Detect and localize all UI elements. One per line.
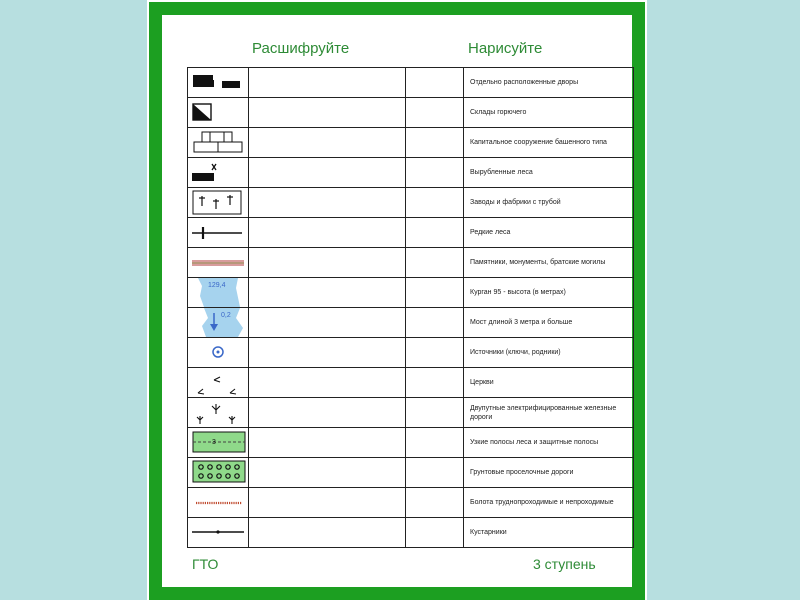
symbol-cell [188, 308, 249, 338]
worksheet-frame [149, 2, 645, 600]
symbol-cell [188, 518, 249, 548]
drawing-cell[interactable] [406, 218, 464, 248]
svg-text:129,4: 129,4 [208, 282, 226, 289]
factory-chimney-icon [188, 188, 248, 217]
drawing-cell[interactable] [406, 98, 464, 128]
table-row [188, 458, 634, 488]
table-row [188, 518, 634, 548]
answer-cell[interactable] [249, 338, 406, 368]
drawing-cell[interactable] [406, 488, 464, 518]
description-cell: Отдельно расположенные дворы [464, 68, 634, 98]
answer-cell[interactable] [249, 128, 406, 158]
worksheet-body [175, 28, 619, 587]
description-cell: Болота труднопроходимые и непроходимые [464, 488, 634, 518]
answer-cell[interactable] [249, 188, 406, 218]
drawing-cell[interactable] [406, 158, 464, 188]
orchard-icon [188, 458, 248, 487]
table-row [188, 218, 634, 248]
table-row [188, 98, 634, 128]
answer-cell[interactable] [249, 458, 406, 488]
tower-structure-icon [188, 128, 248, 157]
drawing-cell[interactable] [406, 248, 464, 278]
symbol-cell [188, 428, 249, 458]
description-cell: Склады горючего [464, 98, 634, 128]
symbol-cell [188, 218, 249, 248]
table-row [188, 308, 634, 338]
description-cell: Узкие полосы леса и защитные полосы [464, 428, 634, 458]
column-heading-draw: Нарисуйте [468, 40, 543, 57]
answer-cell[interactable] [249, 488, 406, 518]
description-cell: Двупутные электрифицированные железные дороги [464, 398, 634, 428]
separate-yards-icon [188, 68, 248, 97]
footer-level: 3 ступень [533, 556, 596, 572]
symbol-cell [188, 68, 249, 98]
symbol-cell [188, 278, 249, 308]
answer-cell[interactable] [249, 518, 406, 548]
drawing-cell[interactable] [406, 368, 464, 398]
symbol-cell [188, 128, 249, 158]
answer-cell[interactable] [249, 218, 406, 248]
shrubs-symbol-icon [188, 398, 248, 427]
answer-cell[interactable] [249, 398, 406, 428]
symbol-cell [188, 488, 249, 518]
table-row [188, 368, 634, 398]
drawing-cell[interactable] [406, 398, 464, 428]
drawing-cell[interactable] [406, 188, 464, 218]
table-row [188, 68, 634, 98]
description-cell: Кустарники [464, 518, 634, 548]
symbol-cell [188, 458, 249, 488]
answer-cell[interactable] [249, 248, 406, 278]
drawing-cell[interactable] [406, 278, 464, 308]
table-row [188, 248, 634, 278]
drawing-cell[interactable] [406, 458, 464, 488]
drawing-cell[interactable] [406, 518, 464, 548]
answer-cell[interactable] [249, 428, 406, 458]
drawing-cell[interactable] [406, 128, 464, 158]
drawing-cell[interactable] [406, 68, 464, 98]
symbol-cell [188, 398, 249, 428]
answer-cell[interactable] [249, 308, 406, 338]
power-line-icon [188, 518, 248, 547]
description-cell: Капитальное сооружение башенного типа [464, 128, 634, 158]
water-depth-icon [188, 278, 248, 307]
symbol-cell [188, 368, 249, 398]
table-row [188, 428, 634, 458]
description-cell: Памятники, монументы, братские могилы [464, 248, 634, 278]
monuments-icon [188, 248, 248, 277]
description-cell: Заводы и фабрики с трубой [464, 188, 634, 218]
answer-cell[interactable] [249, 278, 406, 308]
dashed-boundary-icon [188, 488, 248, 517]
forest-strip-icon [188, 428, 248, 457]
answer-cell[interactable] [249, 158, 406, 188]
symbol-cell [188, 248, 249, 278]
table-row [188, 158, 634, 188]
fuel-depot-icon [188, 98, 248, 127]
drawing-cell[interactable] [406, 338, 464, 368]
symbol-cell [188, 98, 249, 128]
table-row [188, 188, 634, 218]
symbols-table [187, 67, 634, 548]
svg-text:0,2: 0,2 [221, 312, 231, 319]
table-row [188, 278, 634, 308]
drawing-cell[interactable] [406, 428, 464, 458]
footer-gto: ГТО [192, 556, 219, 572]
answer-cell[interactable] [249, 68, 406, 98]
sparse-forest-icon [188, 218, 248, 247]
water-flow-icon [188, 308, 248, 337]
table-row [188, 338, 634, 368]
symbol-cell [188, 338, 249, 368]
table-row [188, 488, 634, 518]
symbol-cell [188, 158, 249, 188]
description-cell: Источники (ключи, родники) [464, 338, 634, 368]
table-row [188, 398, 634, 428]
symbol-cell [188, 188, 249, 218]
answer-cell[interactable] [249, 368, 406, 398]
cut-forest-icon [188, 158, 248, 187]
spring-icon [188, 338, 248, 367]
description-cell: Редкие леса [464, 218, 634, 248]
drawing-cell[interactable] [406, 308, 464, 338]
answer-cell[interactable] [249, 98, 406, 128]
table-row [188, 128, 634, 158]
description-cell: Мост длиной 3 метра и больше [464, 308, 634, 338]
description-cell: Церкви [464, 368, 634, 398]
marsh-symbol-icon [188, 368, 248, 397]
column-heading-decode: Расшифруйте [252, 40, 350, 57]
description-cell: Грунтовые проселочные дороги [464, 458, 634, 488]
description-cell: Курган 95 - высота (в метрах) [464, 278, 634, 308]
description-cell: Вырубленные леса [464, 158, 634, 188]
svg-text:3: 3 [212, 439, 216, 446]
